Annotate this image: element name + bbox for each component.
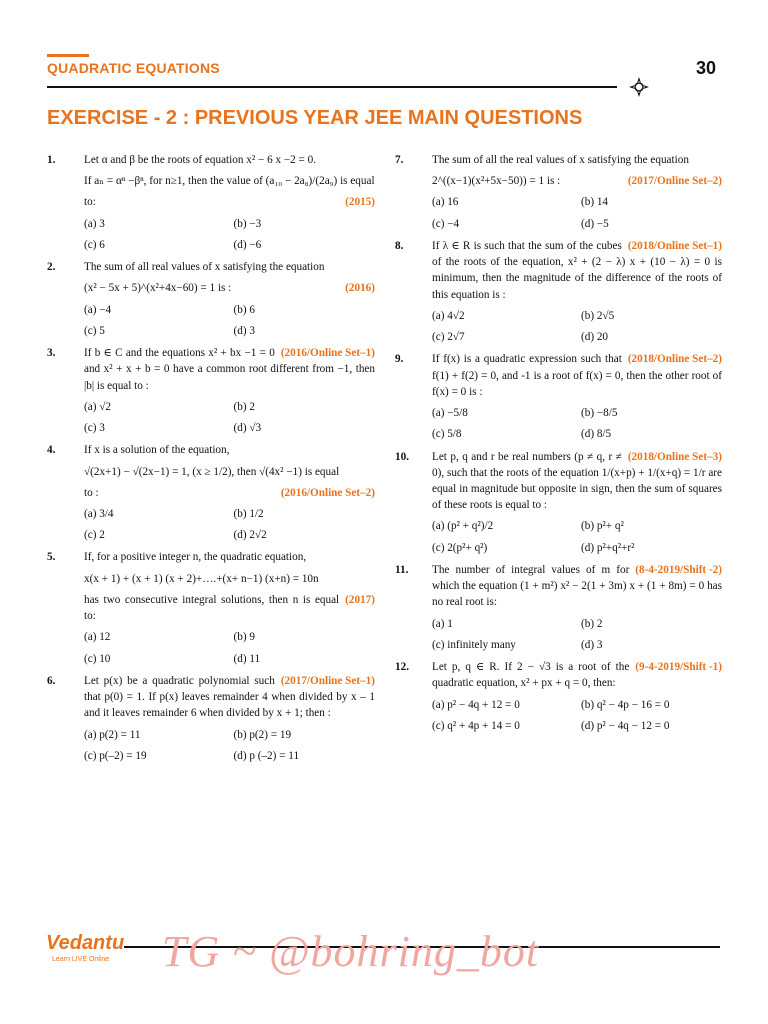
source-tag: (2016/Online Set–1) <box>280 347 375 360</box>
header-rule <box>47 86 617 88</box>
question-text: (2018/Online Set–2) If f(x) is a quadratic expression such that f(1) + f(2) = 0, and -1 is a root of f(x) = 0, then the other root of f(x) = 0 is : <box>432 353 722 398</box>
exercise-title: EXERCISE - 2 : PREVIOUS YEAR JEE MAIN QUESTIONS <box>47 107 583 129</box>
question-text: (2016/Online Set–2) to : <box>84 485 375 501</box>
answer-option: (c) 2√7 <box>432 331 465 344</box>
source-tag: (2017) <box>345 593 375 606</box>
answer-option: (a) 1 <box>432 617 453 630</box>
answer-option: (b) 14 <box>581 196 609 209</box>
answer-option: (a) 16 <box>432 196 459 209</box>
question <box>395 152 722 232</box>
answer-option: (c) 6 <box>84 238 105 251</box>
question <box>395 562 722 653</box>
source-tag: (2016) <box>345 282 375 295</box>
question-number: 12. <box>395 661 409 674</box>
left-column <box>47 150 375 770</box>
question-number: 9. <box>395 353 404 366</box>
source-tag: (2015) <box>345 196 375 209</box>
answer-option: (b) 2√5 <box>581 309 615 322</box>
answer-option: (d) p² − 4q − 12 = 0 <box>581 719 670 732</box>
answer-option: (c) 5/8 <box>432 428 462 441</box>
question-number: 3. <box>47 347 56 360</box>
answer-option: (d) 20 <box>581 331 609 344</box>
answer-option: (d) p²+q²+r² <box>581 541 635 554</box>
question-text: (2016) (x² − 5x + 5)^(x²+4x−60) = 1 is : <box>84 280 375 296</box>
answer-option: (b) p(2) = 19 <box>233 728 292 741</box>
answer-option: (d) 3 <box>581 638 603 651</box>
answer-option: (c) 10 <box>84 652 111 665</box>
question-text: If aₙ = αⁿ −βⁿ, for n≥1, then the value of (a₁₀ − 2a₈)/(2a₉) is equal <box>84 175 375 188</box>
answer-option: (c) −4 <box>432 217 460 230</box>
question <box>47 549 375 666</box>
source-tag: (2016/Online Set–2) <box>280 486 375 499</box>
question-number: 4. <box>47 444 56 457</box>
source-tag: (2017/Online Set–2) <box>627 175 722 188</box>
answer-option: (a) 3 <box>84 217 105 230</box>
answer-option: (a) p(2) = 11 <box>84 728 141 741</box>
question-text: The sum of all the real values of x satisfying the equation <box>432 154 689 166</box>
answer-option: (c) 3 <box>84 422 105 435</box>
question-text: x(x + 1) + (x + 1) (x + 2)+….+(x+ n−1) (x+n) = 10n <box>84 572 319 585</box>
source-tag: (2018/Online Set–2) <box>627 353 722 366</box>
question-number: 6. <box>47 674 56 687</box>
answer-option: (d) √3 <box>233 422 262 435</box>
vedantu-logo: Vedantu <box>46 932 125 954</box>
answer-option: (b) 2 <box>233 400 255 413</box>
chapter-title: QUADRATIC EQUATIONS <box>47 60 220 76</box>
answer-option: (a) p² − 4q + 12 = 0 <box>432 698 520 711</box>
question-number: 10. <box>395 450 409 463</box>
question-text: (2017/Online Set–2) 2^((x−1)(x²+5x−50)) = 1 is : <box>432 173 722 189</box>
question-text: (2017/Online Set–1) Let p(x) be a quadratic polynomial such that p(0) = 1. If p(x) leaves remainder 4 when divided by x – 1 and it leaves remainder 6 when divided by x + 1; then : <box>84 674 375 720</box>
answer-option: (c) 2(p²+ q²) <box>432 541 488 554</box>
answer-option: (a) (p² + q²)/2 <box>432 520 494 533</box>
question-number: 5. <box>47 551 56 564</box>
answer-option: (a) 4√2 <box>432 309 465 322</box>
answer-option: (d) −6 <box>233 238 262 251</box>
question <box>47 152 375 253</box>
question-text: (2018/Online Set–3) Let p, q and r be real numbers (p ≠ q, r ≠ 0), such that the roots of the equation 1/(x+p) + 1/(x+q) = 1/r are equal in magnitude but opposite in sign, then the sum of squares of these roots is equal to : <box>432 450 722 512</box>
watermark: TG ~ @bohring_bot <box>162 927 540 976</box>
answer-option: (b) 1/2 <box>233 507 264 520</box>
question-number: 7. <box>395 154 404 166</box>
ornament-icon <box>628 76 650 98</box>
question-text: (2018/Online Set–1) If λ ∈ R is such that the sum of the cubes of the roots of the equation, x² + (2 − λ) x + (10 − λ) = 0 is minimum, then the magnitude of the difference of the roots of this equation is : <box>432 239 722 301</box>
answer-option: (b) −8/5 <box>581 407 618 420</box>
question <box>395 238 722 345</box>
answer-option: (d) 3 <box>233 324 255 337</box>
answer-option: (d) 2√2 <box>233 529 267 542</box>
answer-option: (b) p²+ q² <box>581 520 624 533</box>
question <box>395 659 722 734</box>
answer-option: (a) −4 <box>84 303 112 316</box>
question-number: 8. <box>395 239 404 252</box>
answer-option: (c) p(–2) = 19 <box>84 749 147 762</box>
answer-option: (a) √2 <box>84 400 111 413</box>
answer-option: (b) 9 <box>233 631 255 644</box>
answer-option: (c) 2 <box>84 529 105 542</box>
answer-option: (d) −5 <box>581 217 609 230</box>
question-text: If, for a positive integer n, the quadratic equation, <box>84 551 307 564</box>
source-tag: (2018/Online Set–3) <box>627 450 722 463</box>
question-text: If x is a solution of the equation, <box>84 444 230 457</box>
question-text: (2016/Online Set–1) If b ∈ C and the equations x² + bx −1 = 0 and x² + x + b = 0 have a common root different from −1, then |b| is equal to : <box>84 347 375 392</box>
logo-tagline: Learn LIVE Online <box>52 956 110 963</box>
answer-option: (b) −3 <box>233 217 262 230</box>
question-text: The sum of all real values of x satisfying the equation <box>84 261 325 274</box>
question-text: (9-4-2019/Shift -1) Let p, q ∈ R. If 2 − √3 is a root of the quadratic equation, x² + px + q = 0, then: <box>432 661 722 690</box>
question <box>47 345 375 436</box>
question <box>395 351 722 442</box>
answer-option: (b) 2 <box>581 617 603 630</box>
answer-option: (c) infinitely many <box>432 638 516 651</box>
question-text: √(2x+1) − √(2x−1) = 1, (x ≥ 1/2), then √(4x² −1) is equal <box>84 465 340 478</box>
question <box>47 442 375 543</box>
answer-option: (d) 8/5 <box>581 428 612 441</box>
answer-option: (a) 12 <box>84 631 111 644</box>
question <box>47 259 375 339</box>
answer-option: (c) q² + 4p + 14 = 0 <box>432 719 520 732</box>
answer-option: (d) 11 <box>233 652 261 665</box>
question <box>395 449 722 556</box>
question-text: (8-4-2019/Shift -2) The number of integral values of m for which the equation (1 + m²) x² − 2(1 + 3m) x + (1 + 8m) = 0 has no real root is: <box>432 563 722 609</box>
answer-option: (d) p (–2) = 11 <box>233 749 300 762</box>
answer-option: (a) −5/8 <box>432 407 468 420</box>
question <box>47 673 375 764</box>
question-number: 11. <box>395 563 409 576</box>
question-number: 2. <box>47 261 56 274</box>
source-tag: (2017/Online Set–1) <box>280 674 375 687</box>
source-tag: (2018/Online Set–1) <box>627 239 722 252</box>
source-tag: (9-4-2019/Shift -1) <box>635 661 722 674</box>
source-tag: (8-4-2019/Shift -2) <box>635 563 722 576</box>
question-text: (2017) has two consecutive integral solutions, then n is equal to: <box>84 593 375 623</box>
answer-option: (c) 5 <box>84 324 105 337</box>
question-text: Let α and β be the roots of equation x² − 6 x −2 = 0. <box>84 154 317 166</box>
answer-option: (a) 3/4 <box>84 507 114 520</box>
answer-option: (b) q² − 4p − 16 = 0 <box>581 698 670 711</box>
right-column <box>395 150 722 740</box>
question-text: (2015) to: <box>84 194 375 210</box>
header-accent-bar <box>47 54 89 57</box>
question-number: 1. <box>47 154 56 166</box>
page-number: 30 <box>696 58 717 78</box>
answer-option: (b) 6 <box>233 303 255 316</box>
